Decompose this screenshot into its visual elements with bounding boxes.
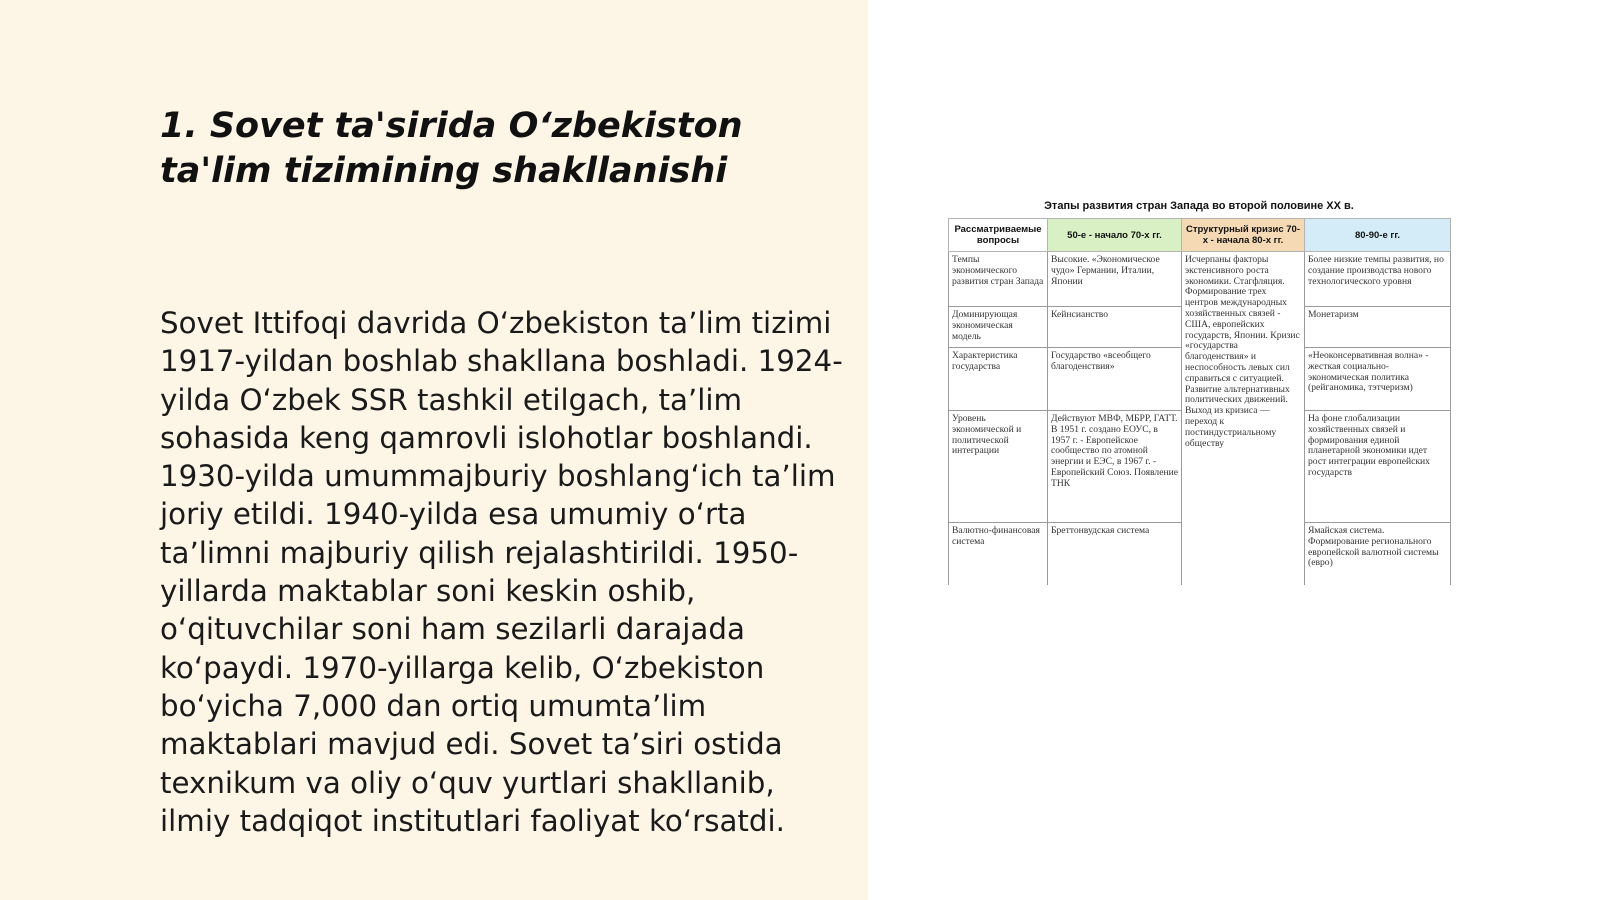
row-period-80s-90s: Монетаризм xyxy=(1305,307,1451,348)
row-period-50s-70s: Действуют МВФ, МБРР, ГАТТ. В 1951 г. создано ЕОУС, в 1957 г. - Европейское сообщество по атомной энергии и ЕЭС, в 1967 г. - Европейский Союз. Появление ТНК xyxy=(1048,411,1182,523)
row-topic: Уровень экономической и политической интеграции xyxy=(949,411,1048,523)
row-topic: Темпы экономического развития стран Запада xyxy=(949,252,1048,307)
row-topic: Валютно-финансовая система xyxy=(949,523,1048,586)
row-period-80s-90s: Более низкие темпы развития, но создание производства нового технологического уровня xyxy=(1305,252,1451,307)
figure-title: Этапы развития стран Запада во второй половине XX в. xyxy=(1044,200,1354,212)
slide-body-text: Sovet Ittifoqi davrida O‘zbekiston ta’lim tizimi 1917-yildan boshlab shakllana boshladi. 1924-yilda O‘zbek SSR tashkil etilgach, ta’lim sohasida keng qamrovli islohotlar boshlandi. 1930-yilda umummajburiy boshlang‘ich ta’lim joriy etildi. 1940-yilda esa umumiy o‘rta ta’limni majburiy qilish rejalashtirildi. 1950-yillarda maktablar soni keskin oshib, o‘qituvchilar soni ham sezilarli darajada ko‘paydi. 1970-yillarga kelib, O‘zbekiston bo‘yicha 7,000 dan ortiq umumta’lim maktablari mavjud edi. Sovet ta’siri ostida texnikum va oliy o‘quv yurtlari shakllanib, ilmiy tadqiqot institutlari faoliyat ko‘rsatdi. xyxy=(160,306,843,838)
row-period-50s-70s: Высокие. «Экономическое чудо» Германии, Италии, Японии xyxy=(1048,252,1182,307)
row-period-50s-70s: Государство «всеобщего благоденствия» xyxy=(1048,348,1182,411)
row-topic: Характеристика государства xyxy=(949,348,1048,411)
table-figure xyxy=(948,198,1450,585)
row-topic: Доминирующая экономическая модель xyxy=(949,307,1048,348)
table-header-row xyxy=(949,219,1451,252)
stages-table xyxy=(948,218,1451,585)
row-period-50s-70s: Кейнсианство xyxy=(1048,307,1182,348)
slide-title: 1. Sovet ta'sirida O‘zbekiston ta'lim tizimining shakllanishi xyxy=(160,106,743,191)
header-structural-crisis: Структурный кризис 70-х - начала 80-х гг. xyxy=(1182,219,1305,252)
crisis-cell: Исчерпаны факторы экстенсивного роста экономики. Стагфляция. Формирование трех центров международных хозяйственных связей - США, европейских государств, Японии. Кризис «государства благоденствия» и неспособность левых сил справиться с ситуацией. Развитие альтернативных политических движений. Выход из кризиса — переход к постиндустриальному обществу xyxy=(1182,252,1305,586)
header-period-80s-90s: 80-90-е гг. xyxy=(1305,219,1451,252)
row-period-80s-90s: «Неоконсервативная волна» - жесткая социально-экономическая политика (рейганомика, тэтчеризм) xyxy=(1305,348,1451,411)
row-period-50s-70s: Бреттонвудская система xyxy=(1048,523,1182,586)
table-row xyxy=(949,252,1451,307)
header-topics: Рассматриваемые вопросы xyxy=(949,219,1048,252)
header-period-50s-70s: 50-е - начало 70-х гг. xyxy=(1048,219,1182,252)
row-period-80s-90s: Ямайская система. Формирование регионального европейской валютной системы (евро) xyxy=(1305,523,1451,586)
row-period-80s-90s: На фоне глобализации хозяйственных связей и формирования единой планетарной экономики идет рост интеграции европейских государств xyxy=(1305,411,1451,523)
